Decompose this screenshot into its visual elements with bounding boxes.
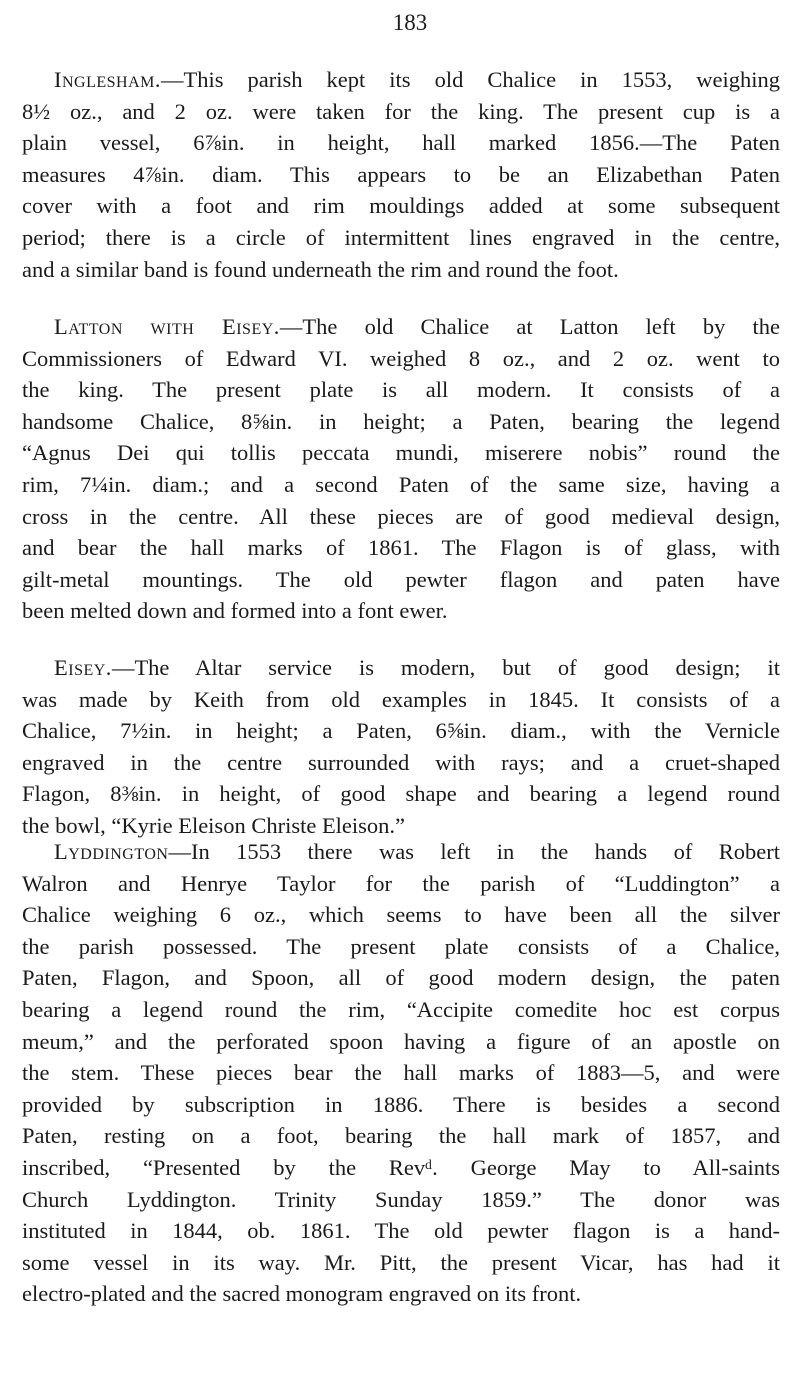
paragraph-eisey — [22, 652, 780, 842]
text-line: inscribed, “Presented by the Revᵈ. George May to All-saints — [22, 1154, 780, 1180]
text-line: and a similar band is found underneath the rim and round the foot. — [22, 256, 619, 282]
page-number: 183 — [392, 10, 428, 35]
text-line: Flagon, 8⅜in. in height, of good shape and bearing a legend round — [22, 781, 780, 807]
text-line — [22, 311, 780, 343]
paragraph-lyddington — [22, 836, 780, 1310]
text-line: Chalice weighing 6 oz., which seems to have been all the silver — [22, 902, 780, 928]
text-line: plain vessel, 6⅞in. in height, hall marked 1856.—The Paten — [22, 130, 780, 156]
text-line: Paten, Flagon, and Spoon, all of good modern design, the paten — [22, 965, 780, 991]
text-line: the king. The present plate is all modern. It consists of a — [22, 377, 780, 403]
text-line: Walron and Henrye Taylor for the parish of “Luddington” a — [22, 870, 780, 896]
section-heading: Latton with Eisey. — [54, 314, 280, 339]
text-line — [22, 836, 780, 868]
text-line: “Agnus Dei qui tollis peccata mundi, miserere nobis” round the — [22, 440, 780, 466]
text-line — [22, 652, 780, 684]
text-line: bearing a legend round the rim, “Accipite comedite hoc est corpus — [22, 996, 780, 1022]
line-text: —This parish kept its old Chalice in 1553, weighing — [161, 67, 780, 92]
text-line: cover with a foot and rim mouldings added at some subsequent — [22, 193, 780, 219]
text-line: the stem. These pieces bear the hall marks of 1883—5, and were — [22, 1060, 780, 1086]
text-line: provided by subscription in 1886. There is besides a second — [22, 1091, 780, 1117]
text-line: rim, 7¼in. diam.; and a second Paten of the same size, having a — [22, 471, 780, 497]
text-line: engraved in the centre surrounded with rays; and a cruet-shaped — [22, 749, 780, 775]
text-line: cross in the centre. All these pieces are of good medieval design, — [22, 503, 780, 529]
text-line: and bear the hall marks of 1861. The Flagon is of glass, with — [22, 535, 780, 561]
text-line: the parish possessed. The present plate consists of a Chalice, — [22, 933, 780, 959]
text-line: instituted in 1844, ob. 1861. The old pewter flagon is a hand- — [22, 1218, 780, 1244]
line-text: —The Altar service is modern, but of good design; it — [111, 655, 780, 680]
text-line: Paten, resting on a foot, bearing the hall mark of 1857, and — [22, 1123, 780, 1149]
section-heading: Lyddington — [54, 839, 169, 864]
section-heading: Eisey. — [54, 655, 112, 680]
text-line: some vessel in its way. Mr. Pitt, the present Vicar, has had it — [22, 1249, 780, 1275]
paragraph-inglesham — [22, 64, 780, 285]
text-line: period; there is a circle of intermittent lines engraved in the centre, — [22, 224, 780, 250]
text-line: measures 4⅞in. diam. This appears to be an Elizabethan Paten — [22, 161, 780, 187]
section-heading: Inglesham. — [54, 67, 162, 92]
text-line: Church Lyddington. Trinity Sunday 1859.” The donor was — [22, 1186, 780, 1212]
text-line: was made by Keith from old examples in 1845. It consists of a — [22, 686, 780, 712]
text-line: 8½ oz., and 2 oz. were taken for the king. The present cup is a — [22, 98, 780, 124]
text-line: been melted down and formed into a font ewer. — [22, 598, 448, 624]
text-line: the bowl, “Kyrie Eleison Christe Eleison.” — [22, 812, 406, 838]
text-line: Chalice, 7½in. in height; a Paten, 6⅝in. diam., with the Vernicle — [22, 718, 780, 744]
text-line: Commissioners of Edward VI. weighed 8 oz., and 2 oz. went to — [22, 345, 780, 371]
text-line: electro-plated and the sacred monogram engraved on its front. — [22, 1281, 582, 1307]
line-text: —In 1553 there was left in the hands of Robert — [168, 839, 780, 864]
paragraph-latton-with-eisey — [22, 311, 780, 627]
text-line — [22, 64, 780, 96]
text-line: handsome Chalice, 8⅝in. in height; a Paten, bearing the legend — [22, 408, 780, 434]
text-line: gilt-metal mountings. The old pewter flagon and paten have — [22, 566, 780, 592]
text-line: meum,” and the perforated spoon having a figure of an apostle on — [22, 1028, 780, 1054]
line-text: —The old Chalice at Latton left by the — [279, 314, 780, 339]
